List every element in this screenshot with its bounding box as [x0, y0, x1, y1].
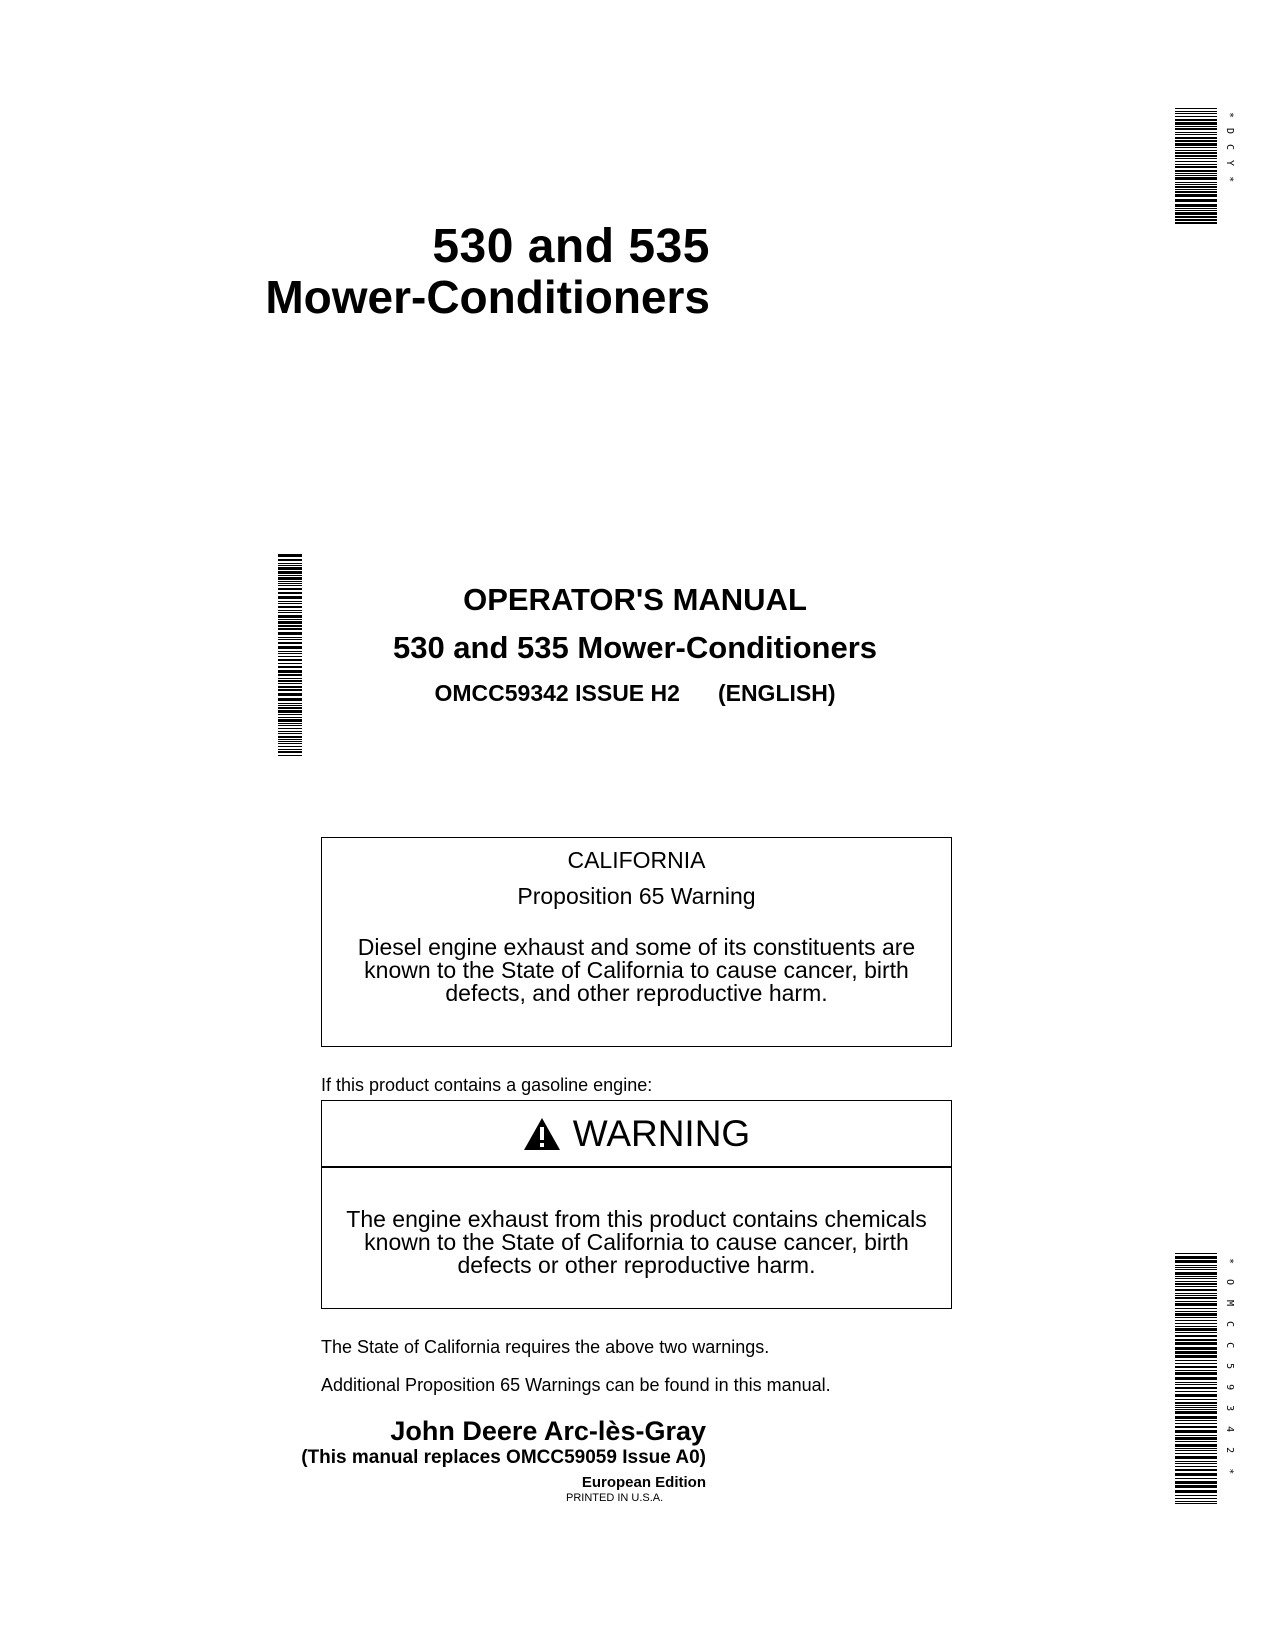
- barcode-bar: [1175, 1372, 1217, 1375]
- barcode-bar: [278, 601, 302, 602]
- barcode-bar: [1175, 1272, 1217, 1275]
- barcode-bar: [1175, 1384, 1217, 1385]
- barcode-bar: [278, 733, 302, 734]
- barcode-bar: [1175, 140, 1217, 142]
- barcode-bar: [278, 571, 302, 574]
- barcode-bar: [1175, 1328, 1217, 1331]
- barcode-bar: [278, 666, 302, 668]
- barcode-bar: [278, 719, 302, 722]
- barcode-bar: [278, 739, 302, 740]
- gasoline-warning-box: [321, 1100, 952, 1309]
- barcode-bar: [278, 683, 302, 684]
- california-warning-box: [321, 837, 952, 1047]
- barcode-bar: [278, 581, 302, 582]
- manual-code-line: [330, 680, 940, 707]
- barcode-bar: [278, 705, 302, 706]
- barcode-bar: [1175, 1347, 1217, 1350]
- barcode-bar: [1175, 1363, 1217, 1364]
- barcode-bar: [1175, 161, 1217, 162]
- barcode-bar: [1175, 1435, 1217, 1436]
- barcode-bottom-right-code: *OMCC59342*: [1224, 1258, 1235, 1490]
- warning-triangle-icon: [523, 1117, 561, 1151]
- barcode-bar: [1175, 1297, 1217, 1299]
- barcode-bar: [278, 723, 302, 724]
- barcode-bar: [1175, 170, 1217, 172]
- barcode-bar: [1175, 1265, 1217, 1266]
- barcode-bar: [1175, 1466, 1217, 1467]
- barcode-bar: [1175, 1311, 1217, 1312]
- barcode-bar: [1175, 128, 1217, 130]
- barcode-bar: [1175, 1382, 1217, 1383]
- barcode-bar: [1175, 126, 1217, 127]
- barcode-bar: [1175, 1377, 1217, 1380]
- barcode-bar: [1175, 1498, 1217, 1499]
- barcode-bar: [1175, 158, 1217, 159]
- barcode-bar: [1175, 1360, 1217, 1361]
- barcode-bar: [1175, 1391, 1217, 1392]
- barcode-bar: [278, 588, 302, 590]
- barcode-bar: [1175, 122, 1217, 125]
- barcode-bar: [278, 725, 302, 726]
- barcode-bar: [1175, 182, 1217, 183]
- barcode-bar: [278, 755, 302, 756]
- barcode-bar: [1175, 208, 1217, 209]
- california-heading: CALIFORNIA: [567, 847, 706, 873]
- barcode-bar: [1175, 1441, 1217, 1442]
- manual-heading: OPERATOR'S MANUAL: [463, 582, 807, 617]
- barcode-bar: [1175, 1332, 1217, 1333]
- barcode-bar: [1175, 1278, 1217, 1279]
- barcode-bar: [278, 612, 302, 613]
- barcode-bar: [1175, 222, 1217, 224]
- barcode-bar: [278, 743, 302, 744]
- barcode-bar: [1175, 1326, 1217, 1327]
- barcode-bar: [278, 639, 302, 640]
- barcode-bar: [1175, 1394, 1217, 1397]
- barcode-bar: [1175, 1267, 1217, 1268]
- barcode-bar: [1175, 1469, 1217, 1471]
- manual-code: OMCC59342 ISSUE H2: [434, 680, 680, 706]
- barcode-bar: [1175, 1420, 1217, 1421]
- barcode-bar: [1175, 1495, 1217, 1496]
- barcode-bar: [1175, 1256, 1217, 1259]
- barcode-bar: [278, 746, 302, 747]
- barcode-bar: [278, 651, 302, 652]
- gasoline-engine-note: If this product contains a gasoline engine:: [321, 1075, 653, 1095]
- barcode-bar: [278, 592, 302, 594]
- barcode-bar: [1175, 189, 1217, 190]
- barcode-bar: [1175, 1423, 1217, 1424]
- barcode-bar: [1175, 150, 1217, 151]
- barcode-bar: [278, 621, 302, 624]
- barcode-bar: [1175, 216, 1217, 218]
- publisher-name: John Deere Arc-lès-Gray: [390, 1416, 706, 1446]
- barcode-bar: [1175, 1301, 1217, 1302]
- barcode-bar: [1175, 1339, 1217, 1341]
- barcode-bar: [1175, 177, 1217, 180]
- edition-label: European Edition: [581, 1474, 706, 1491]
- barcode-bar: [1175, 137, 1217, 139]
- barcode-bar: [278, 559, 302, 561]
- barcode-bar: [1175, 1461, 1217, 1462]
- california-warning-text: Diesel engine exhaust and some of its constituents are known to the State of California to cause cancer, birth defects, and other reproductive harm.: [357, 934, 916, 1006]
- barcode-bar: [278, 663, 302, 664]
- barcode-bar: [1175, 1407, 1217, 1408]
- barcode-bar: [278, 710, 302, 713]
- barcode-bar: [278, 567, 302, 570]
- barcode-bar: [278, 698, 302, 701]
- barcode-bar: [1175, 119, 1217, 121]
- barcode-bottom-right: [1175, 1253, 1217, 1505]
- barcode-bar: [1175, 1478, 1217, 1479]
- barcode-bar: [1175, 1453, 1217, 1454]
- barcode-bar: [278, 642, 302, 644]
- barcode-bar: [1175, 1320, 1217, 1321]
- warning-label: WARNING: [572, 1112, 751, 1154]
- barcode-bar: [1175, 1456, 1217, 1459]
- barcode-bar: [1175, 1276, 1217, 1277]
- barcode-bar: [278, 653, 302, 654]
- barcode-bar: [278, 693, 302, 696]
- barcode-bar: [1175, 219, 1217, 221]
- barcode-bar: [1175, 1303, 1217, 1306]
- barcode-bar: [1175, 204, 1217, 207]
- barcode-bar: [278, 575, 302, 576]
- barcode-bar: [278, 728, 302, 729]
- barcode-bar: [1175, 191, 1217, 193]
- footnote-two-warnings: The State of California requires the above two warnings.: [321, 1337, 770, 1357]
- barcode-bar: [278, 751, 302, 753]
- barcode-bar: [1175, 132, 1217, 133]
- barcode-bar: [278, 554, 302, 557]
- barcode-bar: [1175, 1366, 1217, 1368]
- barcode-bar: [278, 646, 302, 649]
- barcode-bar: [278, 637, 302, 638]
- barcode-bar: [278, 670, 302, 673]
- barcode-bar: [1175, 1283, 1217, 1285]
- barcode-left: [278, 554, 302, 758]
- barcode-bar: [1175, 1409, 1217, 1410]
- barcode-bar: [1175, 1289, 1217, 1291]
- barcode-bar: [1175, 134, 1217, 135]
- barcode-bar: [278, 674, 302, 676]
- barcode-bar: [278, 689, 302, 691]
- barcode-bar: [1175, 1501, 1217, 1502]
- barcode-bar: [278, 707, 302, 709]
- barcode-bar: [1175, 1355, 1217, 1358]
- barcode-bar: [1175, 113, 1217, 114]
- document-title: [150, 222, 710, 322]
- barcode-bar: [1175, 210, 1217, 211]
- barcode-bar: [1175, 1295, 1217, 1296]
- barcode-bar: [278, 628, 302, 630]
- barcode-bar: [1175, 155, 1217, 157]
- barcode-bar: [278, 619, 302, 620]
- barcode-bar: [1175, 1286, 1217, 1287]
- barcode-bar: [1175, 1253, 1217, 1254]
- barcode-bar: [1175, 1426, 1217, 1428]
- title-line-1: 530 and 535: [432, 220, 710, 273]
- barcode-bar: [278, 659, 302, 661]
- barcode-bar: [1175, 1490, 1217, 1493]
- barcode-bar: [1175, 116, 1217, 117]
- barcode-top-right-code: *DCY*: [1224, 112, 1235, 193]
- barcode-bar: [278, 731, 302, 732]
- barcode-bar: [278, 603, 302, 604]
- barcode-bar: [1175, 1293, 1217, 1294]
- barcode-bar: [278, 686, 302, 688]
- barcode-bar: [1175, 175, 1217, 176]
- barcode-bar: [278, 703, 302, 704]
- barcode-bar: [1175, 1481, 1217, 1484]
- barcode-bar: [1175, 1269, 1217, 1270]
- barcode-bar: [278, 680, 302, 682]
- barcode-bar: [1175, 1416, 1217, 1419]
- barcode-bar: [1175, 152, 1217, 154]
- barcode-bar: [1175, 1313, 1217, 1316]
- barcode-bar: [1175, 1335, 1217, 1337]
- footnote-additional-warnings: Additional Proposition 65 Warnings can be found in this manual.: [321, 1375, 831, 1395]
- printed-in-label: PRINTED IN U.S.A.: [566, 1492, 664, 1504]
- barcode-bar: [1175, 173, 1217, 174]
- barcode-bar: [1175, 1448, 1217, 1449]
- barcode-bar: [278, 656, 302, 657]
- warning-text: The engine exhaust from this product contains chemicals known to the State of California to cause cancer, birth defects or other reproductive harm.: [346, 1206, 927, 1278]
- manual-subtitle: 530 and 535 Mower-Conditioners: [392, 630, 878, 665]
- manual-replaces-note: (This manual replaces OMCC59059 Issue A0): [301, 1447, 706, 1468]
- barcode-bar: [1175, 1450, 1217, 1451]
- barcode-bar: [1175, 1260, 1217, 1263]
- barcode-top-right: [1175, 108, 1217, 226]
- barcode-bar: [1175, 164, 1217, 165]
- barcode-bar: [1175, 1351, 1217, 1354]
- barcode-bar: [1175, 1342, 1217, 1345]
- barcode-bar: [278, 606, 302, 608]
- barcode-bar: [1175, 1405, 1217, 1406]
- barcode-bar: [1175, 1503, 1217, 1504]
- barcode-bar: [1175, 1473, 1217, 1476]
- barcode-bar: [278, 749, 302, 750]
- barcode-bar: [1175, 1323, 1217, 1324]
- barcode-bar: [278, 736, 302, 738]
- barcode-bar: [278, 565, 302, 566]
- barcode-bar: [1175, 143, 1217, 146]
- barcode-bar: [1175, 1387, 1217, 1389]
- barcode-bar: [278, 632, 302, 635]
- manual-language: (ENGLISH): [717, 680, 836, 706]
- warning-header: [322, 1101, 951, 1168]
- barcode-bar: [1175, 1317, 1217, 1318]
- barcode-bar: [1175, 1430, 1217, 1433]
- barcode-bar: [278, 714, 302, 715]
- barcode-bar: [278, 717, 302, 718]
- barcode-bar: [278, 615, 302, 618]
- barcode-bar: [278, 577, 302, 580]
- barcode-bar: [278, 741, 302, 742]
- barcode-bar: [278, 596, 302, 599]
- barcode-bar: [1175, 108, 1217, 109]
- barcode-bar: [278, 678, 302, 679]
- barcode-bar: [1175, 1463, 1217, 1464]
- barcode-bar: [1175, 199, 1217, 202]
- barcode-bar: [1175, 194, 1217, 197]
- barcode-bar: [1175, 1444, 1217, 1447]
- barcode-bar: [278, 583, 302, 584]
- title-line-2: Mower-Conditioners: [265, 271, 710, 323]
- barcode-bar: [1175, 1485, 1217, 1488]
- barcode-bar: [1175, 184, 1217, 185]
- barcode-bar: [1175, 1437, 1217, 1440]
- barcode-bar: [1175, 212, 1217, 215]
- barcode-bar: [1175, 1308, 1217, 1309]
- barcode-bar: [278, 563, 302, 564]
- barcode-bar: [1175, 1370, 1217, 1371]
- proposition-65-heading: Proposition 65 Warning: [517, 883, 756, 909]
- barcode-bar: [1175, 186, 1217, 188]
- barcode-bar: [1175, 166, 1217, 168]
- barcode-bar: [1175, 1399, 1217, 1400]
- barcode-bar: [1175, 111, 1217, 112]
- barcode-bar: [278, 625, 302, 627]
- barcode-bar: [278, 610, 302, 611]
- barcode-bar: [1175, 1411, 1217, 1414]
- barcode-bar: [1175, 147, 1217, 148]
- barcode-bar: [1175, 1281, 1217, 1282]
- barcode-bar: [278, 585, 302, 586]
- barcode-bar: [1175, 1402, 1217, 1404]
